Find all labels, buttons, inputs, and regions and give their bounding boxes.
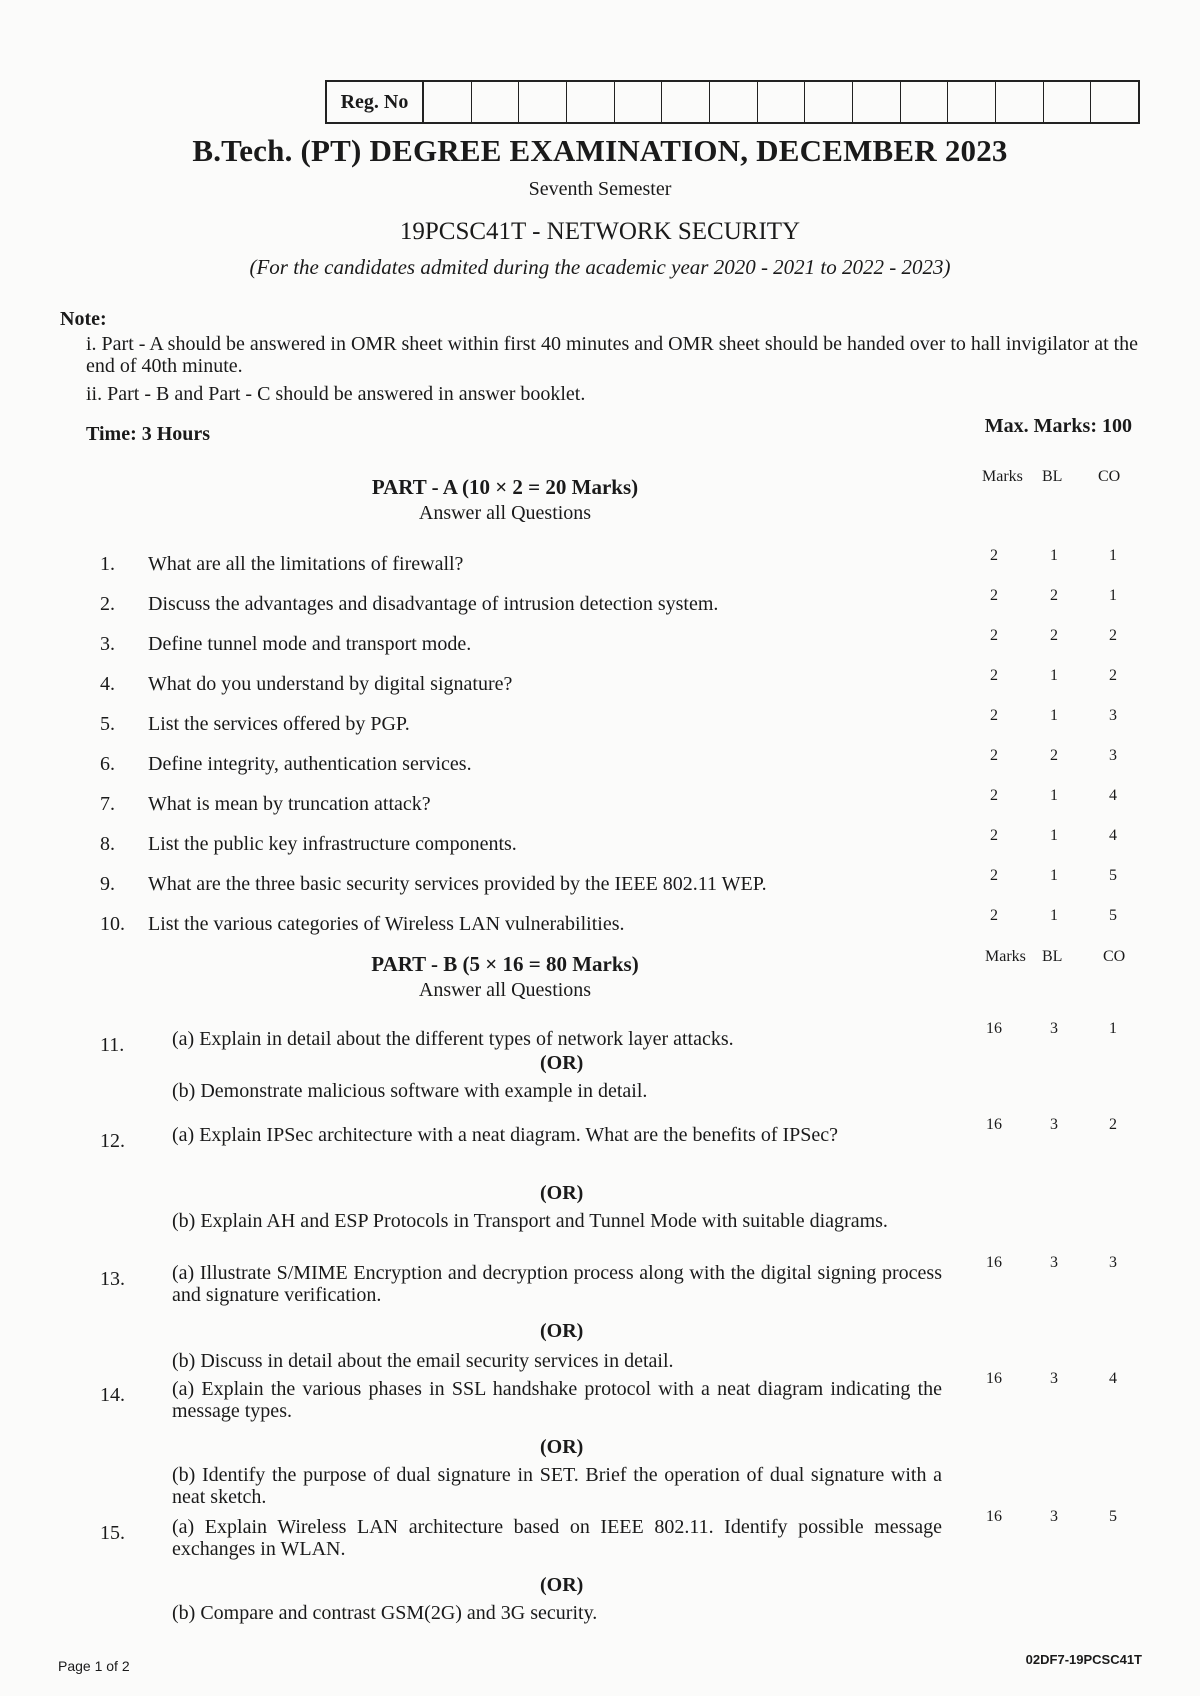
question-co: 4 bbox=[1109, 827, 1117, 844]
question-number: 7. bbox=[100, 793, 115, 815]
question-row bbox=[0, 907, 1200, 943]
question-co: 3 bbox=[1109, 747, 1117, 764]
question-row bbox=[0, 547, 1200, 583]
question-marks: 2 bbox=[990, 827, 998, 844]
question-number: 4. bbox=[100, 673, 115, 695]
question-number: 6. bbox=[100, 753, 115, 775]
part-b-title: PART - B (5 × 16 = 80 Marks) bbox=[371, 952, 639, 976]
question-co: 5 bbox=[1109, 907, 1117, 924]
question-text: List the services offered by PGP. bbox=[148, 713, 410, 735]
question-bl: 1 bbox=[1050, 787, 1058, 804]
question-marks: 16 bbox=[986, 1254, 1002, 1271]
co-column-header: CO bbox=[1103, 948, 1126, 965]
question-option-a: (a) Explain Wireless LAN architecture based on IEEE 802.11. Identify possible message exchanges in WLAN. bbox=[172, 1516, 942, 1560]
reg-cell bbox=[1091, 82, 1138, 122]
or-separator: (OR) bbox=[540, 1436, 584, 1458]
question-bl: 3 bbox=[1050, 1020, 1058, 1037]
question-number: 2. bbox=[100, 593, 115, 615]
bl-column-header: BL bbox=[1042, 468, 1063, 485]
question-bl: 1 bbox=[1050, 867, 1058, 884]
question-number: 10. bbox=[100, 913, 125, 935]
question-marks: 2 bbox=[990, 627, 998, 644]
question-row bbox=[0, 587, 1200, 623]
reg-cell bbox=[472, 82, 520, 122]
question-row bbox=[0, 867, 1200, 903]
note-item: i. Part - A should be answered in OMR sheet within first 40 minutes and OMR sheet should be handed over to hall invigilator at the end of 40th minute. bbox=[86, 333, 1139, 377]
question-bl: 1 bbox=[1050, 707, 1058, 724]
question-bl: 1 bbox=[1050, 827, 1058, 844]
question-marks: 16 bbox=[986, 1020, 1002, 1037]
reg-cell bbox=[424, 82, 472, 122]
question-text: List the public key infrastructure components. bbox=[148, 833, 517, 855]
or-separator: (OR) bbox=[540, 1182, 584, 1204]
question-bl: 3 bbox=[1050, 1116, 1058, 1133]
question-co: 1 bbox=[1109, 547, 1117, 564]
question-co: 1 bbox=[1109, 1020, 1117, 1037]
question-text: Define tunnel mode and transport mode. bbox=[148, 633, 472, 655]
question-marks: 16 bbox=[986, 1508, 1002, 1525]
question-co: 5 bbox=[1109, 867, 1117, 884]
or-separator: (OR) bbox=[540, 1574, 584, 1596]
question-option-b: (b) Compare and contrast GSM(2G) and 3G security. bbox=[172, 1602, 598, 1624]
question-bl: 1 bbox=[1050, 667, 1058, 684]
reg-cell bbox=[805, 82, 853, 122]
question-co: 4 bbox=[1109, 787, 1117, 804]
question-option-a: (a) Explain in detail about the different types of network layer attacks. bbox=[172, 1028, 734, 1050]
question-text: Discuss the advantages and disadvantage of intrusion detection system. bbox=[148, 593, 719, 615]
question-number: 12. bbox=[100, 1130, 125, 1152]
question-marks: 2 bbox=[990, 667, 998, 684]
course-title: 19PCSC41T - NETWORK SECURITY bbox=[399, 218, 801, 245]
question-number: 15. bbox=[100, 1522, 125, 1544]
question-bl: 3 bbox=[1050, 1508, 1058, 1525]
reg-no-label: Reg. No bbox=[327, 82, 424, 122]
question-marks: 2 bbox=[990, 547, 998, 564]
reg-cell bbox=[615, 82, 663, 122]
question-co: 4 bbox=[1109, 1370, 1117, 1387]
question-bl: 3 bbox=[1050, 1370, 1058, 1387]
question-row bbox=[0, 827, 1200, 863]
reg-cell bbox=[710, 82, 758, 122]
question-marks: 2 bbox=[990, 587, 998, 604]
question-text: What do you understand by digital signature? bbox=[148, 673, 513, 695]
question-option-b: (b) Identify the purpose of dual signature in SET. Brief the operation of dual signature with a neat sketch. bbox=[172, 1464, 942, 1508]
question-text: What are the three basic security services provided by the IEEE 802.11 WEP. bbox=[148, 873, 767, 895]
question-bl: 1 bbox=[1050, 907, 1058, 924]
or-separator: (OR) bbox=[540, 1320, 584, 1342]
question-marks: 16 bbox=[986, 1370, 1002, 1387]
reg-cell bbox=[567, 82, 615, 122]
question-co: 3 bbox=[1109, 707, 1117, 724]
part-b-subtitle: Answer all Questions bbox=[418, 979, 592, 1001]
question-co: 2 bbox=[1109, 1116, 1117, 1133]
question-option-a: (a) Explain the various phases in SSL handshake protocol with a neat diagram indicating the message types. bbox=[172, 1378, 942, 1422]
question-co: 2 bbox=[1109, 667, 1117, 684]
question-co: 2 bbox=[1109, 627, 1117, 644]
question-option-b: (b) Explain AH and ESP Protocols in Transport and Tunnel Mode with suitable diagrams. bbox=[172, 1210, 888, 1232]
question-number: 3. bbox=[100, 633, 115, 655]
question-bl: 1 bbox=[1050, 547, 1058, 564]
question-row bbox=[0, 787, 1200, 823]
reg-cell bbox=[853, 82, 901, 122]
question-bl: 2 bbox=[1050, 587, 1058, 604]
reg-cell bbox=[996, 82, 1044, 122]
question-text: What is mean by truncation attack? bbox=[148, 793, 431, 815]
question-marks: 2 bbox=[990, 907, 998, 924]
semester: Seventh Semester bbox=[528, 178, 672, 200]
reg-cell bbox=[519, 82, 567, 122]
part-a-subtitle: Answer all Questions bbox=[418, 502, 592, 524]
reg-no-box bbox=[325, 80, 1140, 124]
question-number: 9. bbox=[100, 873, 115, 895]
question-row bbox=[0, 747, 1200, 783]
question-co: 1 bbox=[1109, 587, 1117, 604]
reg-cell bbox=[1044, 82, 1092, 122]
question-text: Define integrity, authentication services. bbox=[148, 753, 472, 775]
question-marks: 2 bbox=[990, 707, 998, 724]
marks-column-header: Marks bbox=[982, 468, 1023, 485]
marks-column-header: Marks bbox=[985, 948, 1026, 965]
question-row bbox=[0, 667, 1200, 703]
question-row bbox=[0, 707, 1200, 743]
exam-duration: Time: 3 Hours bbox=[86, 423, 211, 445]
question-text: List the various categories of Wireless LAN vulnerabilities. bbox=[148, 913, 625, 935]
question-number: 5. bbox=[100, 713, 115, 735]
question-number: 1. bbox=[100, 553, 115, 575]
question-marks: 2 bbox=[990, 867, 998, 884]
question-marks: 16 bbox=[986, 1116, 1002, 1133]
question-marks: 2 bbox=[990, 787, 998, 804]
question-marks: 2 bbox=[990, 747, 998, 764]
note-label: Note: bbox=[60, 308, 107, 330]
paper-code: 02DF7-19PCSC41T bbox=[1025, 1652, 1142, 1667]
or-separator: (OR) bbox=[540, 1052, 584, 1074]
question-bl: 2 bbox=[1050, 747, 1058, 764]
question-co: 5 bbox=[1109, 1508, 1117, 1525]
exam-title: B.Tech. (PT) DEGREE EXAMINATION, DECEMBER 2023 bbox=[192, 133, 1008, 168]
question-bl: 2 bbox=[1050, 627, 1058, 644]
question-number: 14. bbox=[100, 1384, 125, 1406]
part-a-title: PART - A (10 × 2 = 20 Marks) bbox=[371, 475, 639, 499]
question-text: What are all the limitations of firewall? bbox=[148, 553, 464, 575]
reg-cell bbox=[662, 82, 710, 122]
question-number: 11. bbox=[100, 1034, 125, 1056]
question-number: 8. bbox=[100, 833, 115, 855]
part-a-heading bbox=[300, 475, 710, 525]
question-row bbox=[0, 627, 1200, 663]
candidates-note: (For the candidates admited during the academic year 2020 - 2021 to 2022 - 2023) bbox=[249, 255, 951, 279]
question-option-b: (b) Demonstrate malicious software with example in detail. bbox=[172, 1080, 648, 1102]
page-number: Page 1 of 2 bbox=[58, 1658, 130, 1674]
part-b-heading bbox=[300, 952, 710, 1002]
question-number: 13. bbox=[100, 1268, 125, 1290]
question-option-b: (b) Discuss in detail about the email security services in detail. bbox=[172, 1350, 674, 1372]
question-option-a: (a) Explain IPSec architecture with a neat diagram. What are the benefits of IPSec? bbox=[172, 1124, 839, 1146]
question-co: 3 bbox=[1109, 1254, 1117, 1271]
co-column-header: CO bbox=[1098, 468, 1121, 485]
bl-column-header: BL bbox=[1042, 948, 1063, 965]
reg-cell bbox=[901, 82, 949, 122]
reg-cell bbox=[948, 82, 996, 122]
reg-cell bbox=[758, 82, 806, 122]
note-item: ii. Part - B and Part - C should be answered in answer booklet. bbox=[86, 383, 586, 405]
max-marks: Max. Marks: 100 bbox=[984, 415, 1132, 437]
question-option-a: (a) Illustrate S/MIME Encryption and decryption process along with the digital signing process and signature verification. bbox=[172, 1262, 942, 1306]
question-bl: 3 bbox=[1050, 1254, 1058, 1271]
